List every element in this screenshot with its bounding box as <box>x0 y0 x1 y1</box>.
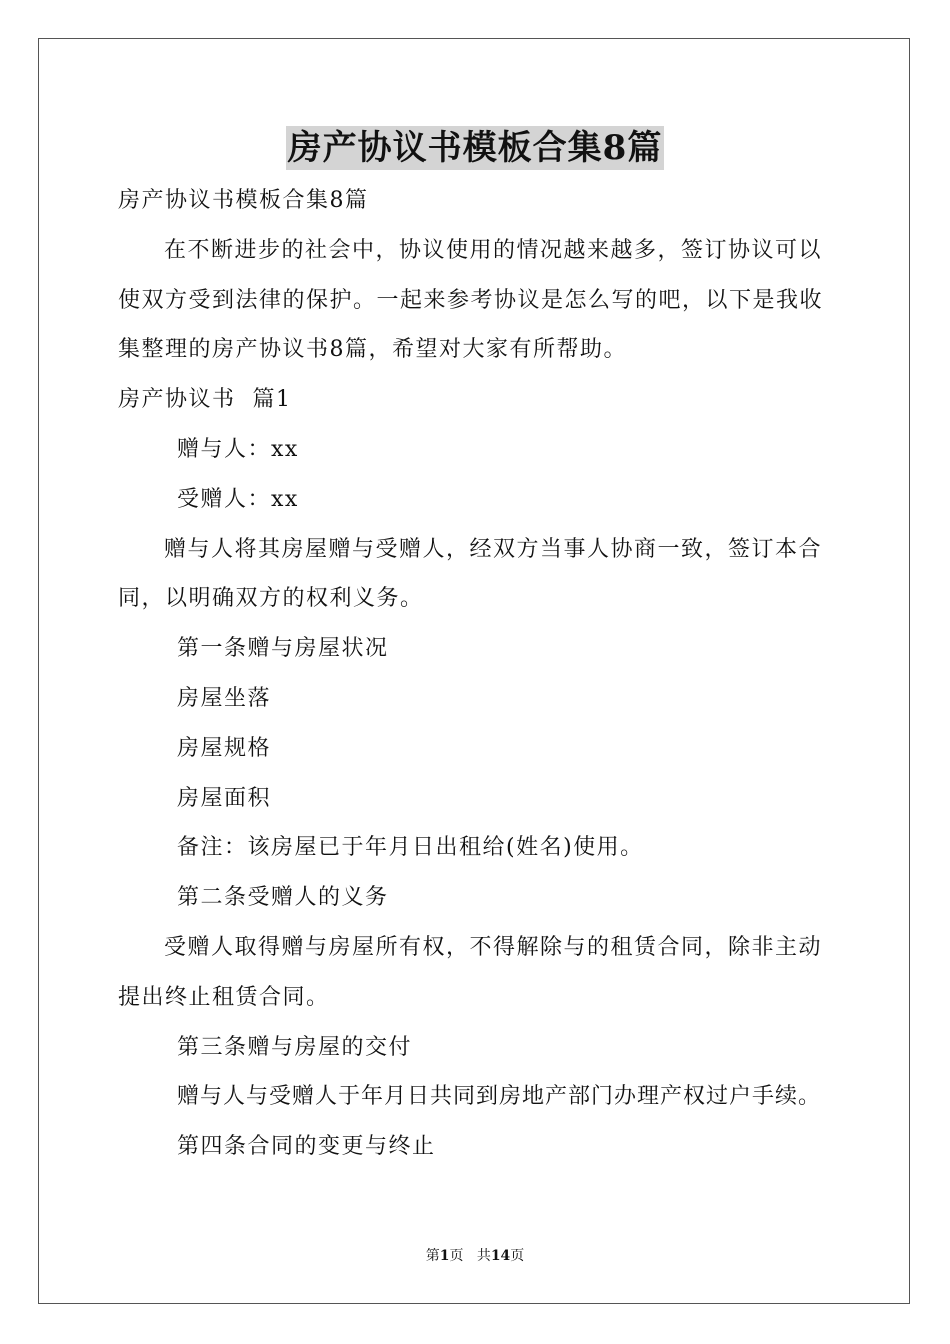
subtitle: 房产协议书模板合集8篇 <box>118 188 369 213</box>
section-heading: 房产协议书 篇1 <box>118 387 292 413</box>
document-title: 房产协议书模板合集8篇 <box>287 128 663 168</box>
page-label-prefix: 第 <box>425 1248 440 1264</box>
total-label-prefix: 共 <box>476 1248 491 1264</box>
page-footer <box>0 1246 950 1266</box>
preamble-paragraph: 赠与人将其房屋赠与受赠人，经双方当事人协商一致，签订本合同，以明确双方的权利义务。 <box>118 536 823 612</box>
house-spec: 房屋规格 <box>177 735 272 761</box>
article1-title: 第一条赠与房屋状况 <box>177 636 389 662</box>
total-pages: 14 <box>490 1248 511 1264</box>
house-area: 房屋面积 <box>177 785 272 811</box>
article4-title: 第四条合同的变更与终止 <box>177 1134 436 1160</box>
page-number: 1 <box>439 1248 450 1264</box>
article2-body: 受赠人取得赠与房屋所有权，不得解除与的租赁合同，除非主动提出终止租赁合同。 <box>118 934 823 1010</box>
total-label-suffix: 页 <box>510 1248 525 1264</box>
note-line: 备注：该房屋已于年月日出租给(姓名)使用。 <box>177 835 644 861</box>
donor-line: 赠与人：xx <box>177 436 299 462</box>
recipient-line: 受赠人：xx <box>177 486 299 512</box>
house-location: 房屋坐落 <box>177 685 272 711</box>
article2-title: 第二条受赠人的义务 <box>177 885 389 911</box>
page-label-suffix: 页 <box>449 1248 464 1264</box>
intro-paragraph: 在不断进步的社会中，协议使用的情况越来越多，签订协议可以使双方受到法律的保护。一起来参考协议是怎么写的吧，以下是我收集整理的房产协议书8篇，希望对大家有所帮助。 <box>118 237 824 363</box>
document-body <box>118 176 838 1172</box>
title-container <box>0 126 950 170</box>
article3-title: 第三条赠与房屋的交付 <box>177 1034 413 1060</box>
article3-body: 赠与人与受赠人于年月日共同到房地产部门办理产权过户手续。 <box>177 1084 822 1110</box>
